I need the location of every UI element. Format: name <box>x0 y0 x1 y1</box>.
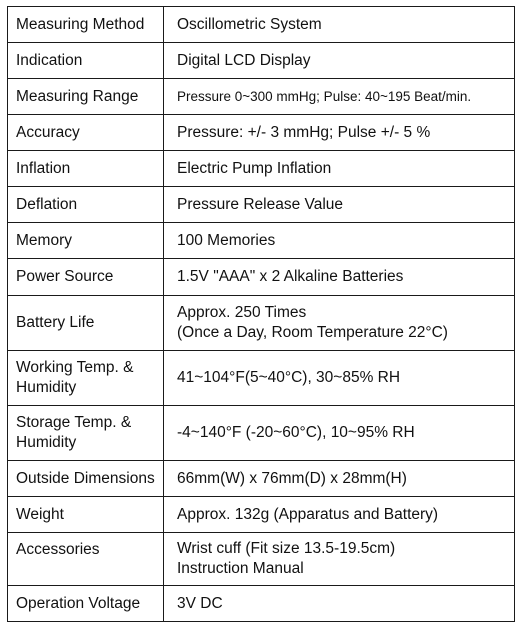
spec-value-line: (Once a Day, Room Temperature 22°C) <box>177 324 448 341</box>
spec-value-line: Instruction Manual <box>177 560 304 577</box>
spec-label <box>8 406 164 461</box>
spec-value-line: Wrist cuff (Fit size 13.5-19.5cm) <box>177 540 396 557</box>
table-row <box>8 115 515 151</box>
table-row <box>8 461 515 497</box>
spec-value-line: Approx. 250 Times <box>177 304 307 321</box>
spec-label-line: Working Temp. & <box>16 359 134 376</box>
spec-label: Weight <box>8 497 164 533</box>
spec-value: Pressure: +/- 3 mmHg; Pulse +/- 5 % <box>164 115 515 151</box>
spec-label: Accessories <box>8 533 164 586</box>
spec-value: Digital LCD Display <box>164 43 515 79</box>
spec-label-line: Humidity <box>16 379 77 396</box>
table-row <box>8 296 515 351</box>
spec-value: Electric Pump Inflation <box>164 151 515 187</box>
table-row <box>8 259 515 296</box>
spec-label <box>8 351 164 406</box>
spec-label: Measuring Method <box>8 7 164 43</box>
spec-value: 100 Memories <box>164 223 515 259</box>
spec-value: Approx. 132g (Apparatus and Battery) <box>164 497 515 533</box>
spec-label-line: Humidity <box>16 434 77 451</box>
table-row <box>8 406 515 461</box>
table-row <box>8 351 515 406</box>
spec-label: Inflation <box>8 151 164 187</box>
table-row <box>8 43 515 79</box>
specifications-table <box>7 6 515 622</box>
spec-value: 41~104°F(5~40°C), 30~85% RH <box>164 351 515 406</box>
table-row <box>8 7 515 43</box>
spec-value: Pressure Release Value <box>164 187 515 223</box>
spec-label: Power Source <box>8 259 164 296</box>
spec-label: Operation Voltage <box>8 586 164 622</box>
spec-value: 66mm(W) x 76mm(D) x 28mm(H) <box>164 461 515 497</box>
spec-label: Deflation <box>8 187 164 223</box>
spec-label-line: Storage Temp. & <box>16 414 132 431</box>
spec-value: Oscillometric System <box>164 7 515 43</box>
spec-value: 1.5V "AAA" x 2 Alkaline Batteries <box>164 259 515 296</box>
table-row <box>8 533 515 586</box>
spec-value: 3V DC <box>164 586 515 622</box>
spec-value <box>164 533 515 586</box>
spec-label: Battery Life <box>8 296 164 351</box>
table-row <box>8 586 515 622</box>
spec-label: Memory <box>8 223 164 259</box>
table-row <box>8 223 515 259</box>
spec-value: -4~140°F (-20~60°C), 10~95% RH <box>164 406 515 461</box>
spec-label: Outside Dimensions <box>8 461 164 497</box>
spec-label: Measuring Range <box>8 79 164 115</box>
spec-label: Indication <box>8 43 164 79</box>
table-row <box>8 151 515 187</box>
spec-value: Pressure 0~300 mmHg; Pulse: 40~195 Beat/min. <box>164 79 515 115</box>
table-row <box>8 187 515 223</box>
table-row <box>8 79 515 115</box>
spec-label: Accuracy <box>8 115 164 151</box>
table-row <box>8 497 515 533</box>
spec-value <box>164 296 515 351</box>
